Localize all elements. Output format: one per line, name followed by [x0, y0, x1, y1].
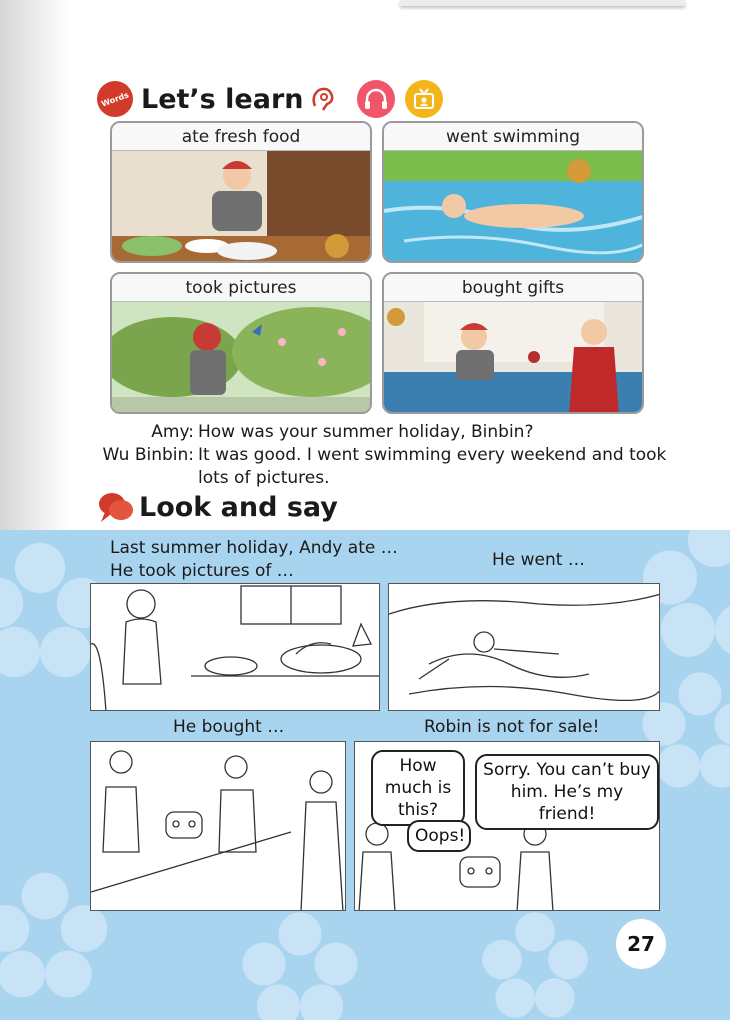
- dialog-line: It was good. I went swimming every weekend and took: [198, 445, 667, 465]
- panel-swimming: [388, 583, 660, 711]
- page-number: 27: [616, 919, 666, 969]
- dialog-line: lots of pictures.: [198, 468, 330, 488]
- dialog-row: [102, 421, 666, 444]
- caption-andy-ate: [110, 537, 398, 583]
- swimming-boy-illustration: [384, 151, 644, 263]
- look-and-say-title: Look and say: [139, 491, 338, 523]
- words-badge-label: Words: [100, 89, 130, 109]
- words-badge-icon: [92, 76, 138, 122]
- panel-robin: [354, 741, 660, 911]
- lets-learn-title: Let’s learn: [141, 83, 304, 115]
- caption-he-went: He went …: [492, 550, 585, 570]
- dialog-line: How was your summer holiday, Binbin?: [198, 422, 534, 442]
- card-caption: went swimming: [384, 123, 642, 151]
- taking-pictures-illustration: [112, 302, 372, 414]
- caption-robin-not-for-sale: Robin is not for sale!: [424, 717, 600, 737]
- panel-swimming-drawing: [389, 584, 660, 711]
- listen-hand-icon: [307, 84, 337, 114]
- top-tab: [400, 0, 685, 6]
- dialog: [102, 421, 666, 490]
- card-ate-fresh-food: [110, 121, 372, 263]
- speaker: [102, 467, 194, 490]
- video-tv-button[interactable]: [405, 80, 443, 118]
- eating-boy-illustration: [112, 151, 372, 263]
- flower-decoration: [240, 910, 360, 1020]
- caption-line: He took pictures of …: [110, 561, 294, 581]
- panel-shopping-drawing: [91, 742, 346, 911]
- card-took-pictures: [110, 272, 372, 414]
- card-went-swimming: [382, 121, 644, 263]
- speech-bubble-how-much: How much is this?: [371, 750, 465, 826]
- audio-headphone-button[interactable]: [357, 80, 395, 118]
- card-caption: bought gifts: [384, 274, 642, 302]
- dialog-row: [102, 467, 666, 490]
- tv-icon: [412, 87, 436, 111]
- speech-bubble-sorry: Sorry. You can’t buy him. He’s my friend!: [475, 754, 659, 830]
- page-edge-shadow: [0, 0, 70, 540]
- flower-decoration: [480, 910, 590, 1020]
- card-caption: ate fresh food: [112, 123, 370, 151]
- shopping-illustration: [384, 302, 644, 414]
- headphone-icon: [364, 88, 388, 110]
- speech-bubble-oops: Oops!: [407, 820, 471, 852]
- panel-eating-drawing: [91, 584, 380, 711]
- speaker: Amy:: [151, 422, 194, 442]
- panel-eating: [90, 583, 380, 711]
- dialog-row: [102, 444, 666, 467]
- look-and-say-header: [97, 490, 338, 524]
- speech-bubbles-icon: [97, 490, 135, 524]
- speaker: Wu Binbin:: [102, 445, 194, 465]
- caption-he-bought: He bought …: [173, 717, 285, 737]
- panel-shopping: [90, 741, 346, 911]
- card-bought-gifts: [382, 272, 644, 414]
- lets-learn-header: [97, 80, 443, 118]
- card-caption: took pictures: [112, 274, 370, 302]
- caption-line: Last summer holiday, Andy ate …: [110, 538, 398, 558]
